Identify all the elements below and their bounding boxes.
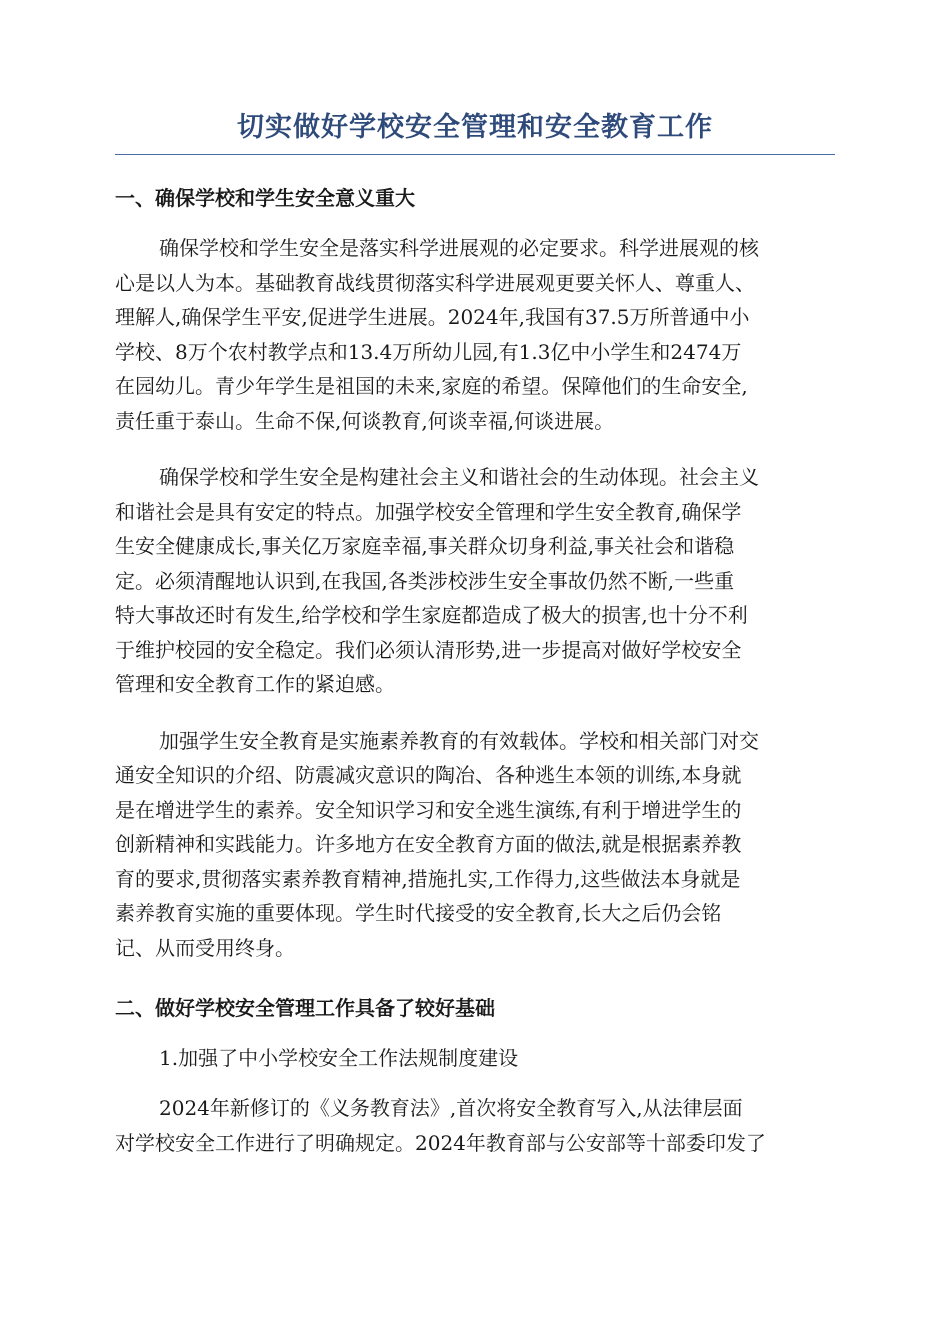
paragraph-line: 素养教育实施的重要体现。学生时代接受的安全教育,长大之后仍会铭	[115, 901, 722, 925]
paragraph-line: 理解人,确保学生平安,促进学生进展。2024年,我国有37.5万所普通中小	[115, 305, 750, 329]
paragraph-line: 记、从而受用终身。	[115, 935, 295, 960]
paragraph-2	[115, 460, 835, 702]
document-page	[115, 108, 835, 1160]
paragraph-line: 通安全知识的介绍、防震减灾意识的陶冶、各种逃生本领的训练,本身就	[115, 763, 742, 787]
paragraph-line: 学校、8万个农村教学点和13.4万所幼儿园,有1.3亿中小学生和2474万	[115, 339, 742, 364]
paragraph-line: 特大事故还时有发生,给学校和学生家庭都造成了极大的损害,也十分不利	[115, 603, 748, 627]
paragraph-line: 生安全健康成长,事关亿万家庭幸福,事关群众切身利益,事关社会和谐稳	[115, 534, 735, 558]
paragraph-line: 责任重于泰山。生命不保,何谈教育,何谈幸福,何谈进展。	[115, 408, 615, 433]
paragraph-line: 于维护校园的安全稳定。我们必须认清形势,进一步提高对做好学校安全	[115, 637, 742, 662]
paragraph-line: 创新精神和实践能力。许多地方在安全教育方面的做法,就是根据素养教	[115, 832, 742, 856]
paragraph-line: 和谐社会是具有安定的特点。加强学校安全管理和学生安全教育,确保学	[115, 499, 742, 524]
paragraph-3	[115, 724, 835, 966]
subsection-heading: 1.加强了中小学校安全工作法规制度建设	[159, 1046, 519, 1070]
paragraph-line: 确保学校和学生安全是落实科学进展观的必定要求。科学进展观的核	[159, 236, 759, 260]
document-title: 切实做好学校安全管理和安全教育工作	[115, 108, 835, 155]
paragraph-line: 对学校安全工作进行了明确规定。2024年教育部与公安部等十部委印发了	[115, 1130, 766, 1155]
section-heading-2: 二、做好学校安全管理工作具备了较好基础	[115, 996, 495, 1020]
paragraph-line: 确保学校和学生安全是构建社会主义和谐社会的生动体现。社会主义	[159, 465, 759, 489]
paragraph-line: 定。必须清醒地认识到,在我国,各类涉校涉生安全事故仍然不断,一些重	[115, 568, 735, 593]
paragraph-line: 加强学生安全教育是实施素养教育的有效载体。学校和相关部门对交	[159, 728, 759, 753]
paragraph-line: 在园幼儿。青少年学生是祖国的未来,家庭的希望。保障他们的生命安全,	[115, 374, 748, 398]
paragraph-line: 心是以人为本。基础教育战线贯彻落实科学进展观更要关怀人、尊重人、	[115, 270, 755, 295]
paragraph-4	[115, 1091, 835, 1160]
paragraph-line: 2024年新修订的《义务教育法》,首次将安全教育写入,从法律层面	[159, 1096, 743, 1120]
paragraph-line: 育的要求,贯彻落实素养教育精神,措施扎实,工作得力,这些做法本身就是	[115, 866, 741, 891]
paragraph-1	[115, 231, 835, 438]
paragraph-line: 管理和安全教育工作的紧迫感。	[115, 672, 395, 696]
section-heading-1: 一、确保学校和学生安全意义重大	[115, 186, 415, 210]
paragraph-line: 是在增进学生的素养。安全知识学习和安全逃生演练,有利于增进学生的	[115, 797, 742, 822]
